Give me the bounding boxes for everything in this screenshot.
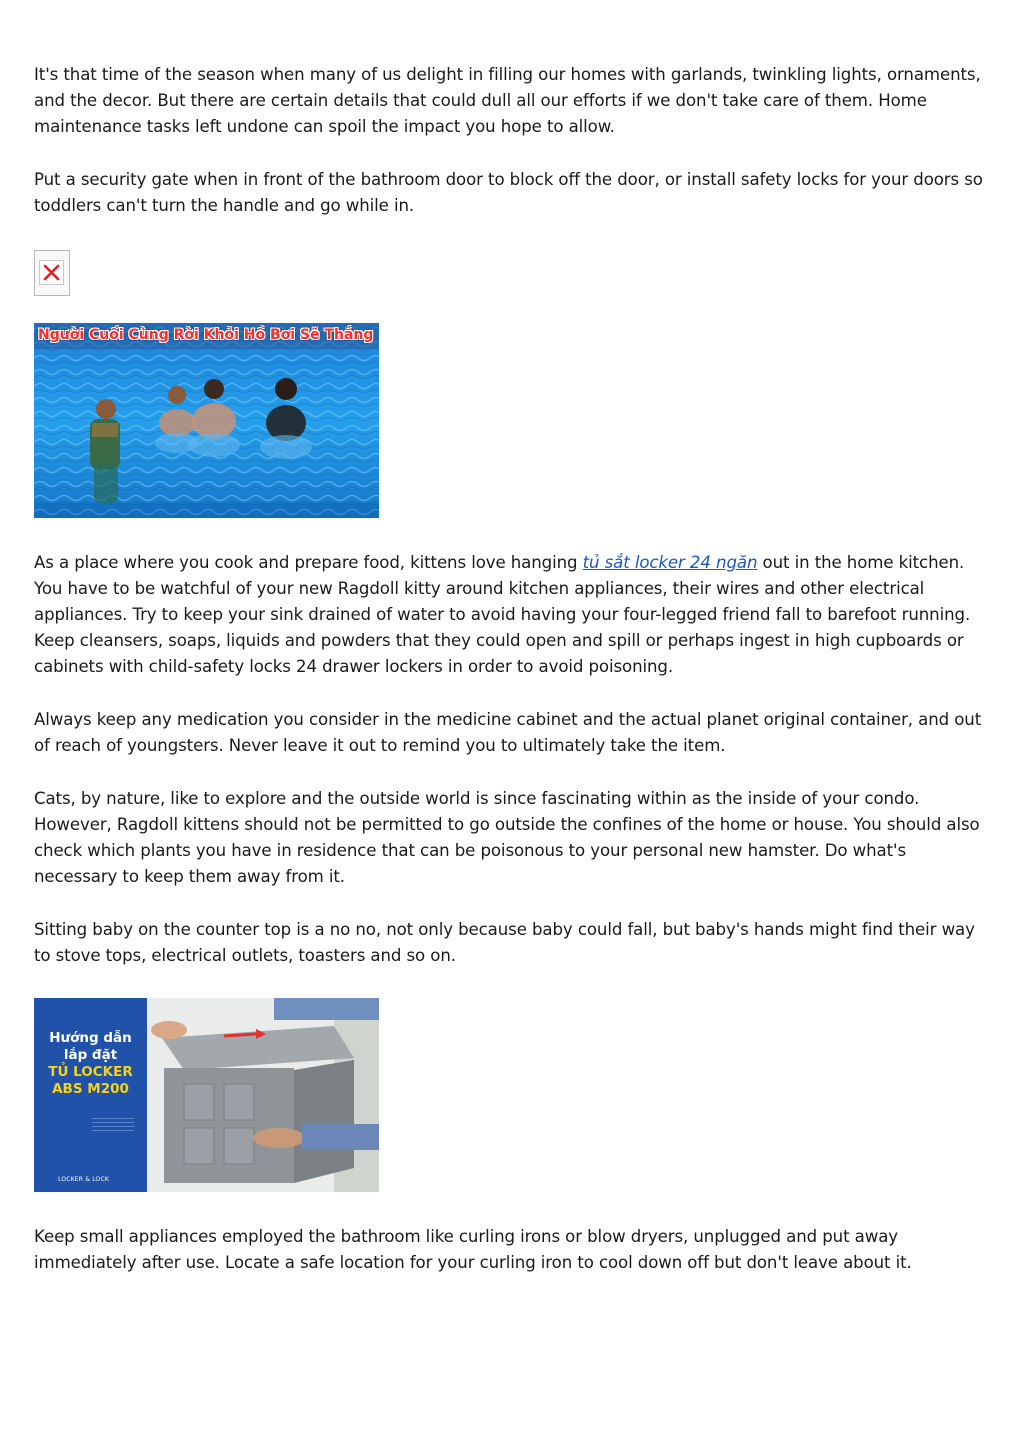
- document-body: [34, 62, 994, 219]
- document-body-3: [34, 1224, 994, 1276]
- locker-title: [34, 1030, 147, 1098]
- paragraph-6: Sitting baby on the counter top is a no no, not only because baby could fall, but baby's hands might find their way to stove tops, electrical outlets, toasters and so on.: [34, 920, 975, 965]
- paragraph-1: It's that time of the season when many of us delight in filling our homes with garlands, twinkling lights, ornaments, and the decor. But there are certain details that could dull all our efforts if we don't take care of them. Home maintenance tasks left undone can spoil the impact you hope to allow.: [34, 65, 981, 136]
- paragraph-7: Keep small appliances employed the bathroom like curling irons or blow dryers, unplugged and put away immediately after use. Locate a safe location for your curling iron to cool down off but don't leave about it.: [34, 1227, 912, 1272]
- locker-banner: [34, 998, 147, 1192]
- paragraph-2: Put a security gate when in front of the bathroom door to block off the door, or install safety locks for your doors so toddlers can't turn the handle and go while in.: [34, 170, 983, 215]
- locker-image: [34, 998, 379, 1192]
- paragraph-3-text-b: out in the home kitchen. You have to be watchful of your new Ragdoll kitty around kitchen appliances, their wires and other electrical appliances. Try to keep your sink drained of water to avoid having your four-legged friend fall to barefoot running. Keep cleansers, soaps, liquids and powders that they could open and spill or perhaps ingest in high cupboards or cabinets with child-safety locks 24 drawer lockers in order to avoid poisoning.: [34, 553, 971, 676]
- locker-link[interactable]: tủ sắt locker 24 ngăn: [582, 553, 758, 572]
- pool-caption: Người Cuối Cùng Rời Khỏi Hồ Bơi Sẽ Thắng: [38, 327, 374, 343]
- paragraph-3: [34, 550, 994, 680]
- locker-title-line-1: Hướng dẫn: [49, 1030, 132, 1046]
- paragraph-3-text-a: As a place where you cook and prepare food, kittens love hanging: [34, 553, 583, 572]
- locker-title-line-2: lắp đặt: [63, 1047, 118, 1063]
- locker-brand-logo: LOCKER & LOCK: [58, 1176, 110, 1183]
- paragraph-4: Always keep any medication you consider in the medicine cabinet and the actual planet original container, and out of reach of youngsters. Never leave it out to remind you to ultimately take the item.: [34, 710, 982, 755]
- document-body-2: [34, 550, 994, 969]
- paragraph-5: Cats, by nature, like to explore and the outside world is since fascinating within as the inside of your condo. However, Ragdoll kittens should not be permitted to go outside the confines of the home or house. You should also check which plants you have in residence that can be poisonous to your personal new hamster. Do what's necessary to keep them away from it.: [34, 789, 980, 886]
- close-icon: [40, 261, 63, 284]
- locker-title-line-4: ABS M200: [52, 1081, 129, 1097]
- pool-photo: [34, 323, 379, 518]
- decorative-dots: [92, 1116, 134, 1134]
- pool-image: [34, 323, 379, 518]
- broken-image-icon: [34, 250, 70, 296]
- locker-title-line-3: TỦ LOCKER: [48, 1064, 133, 1080]
